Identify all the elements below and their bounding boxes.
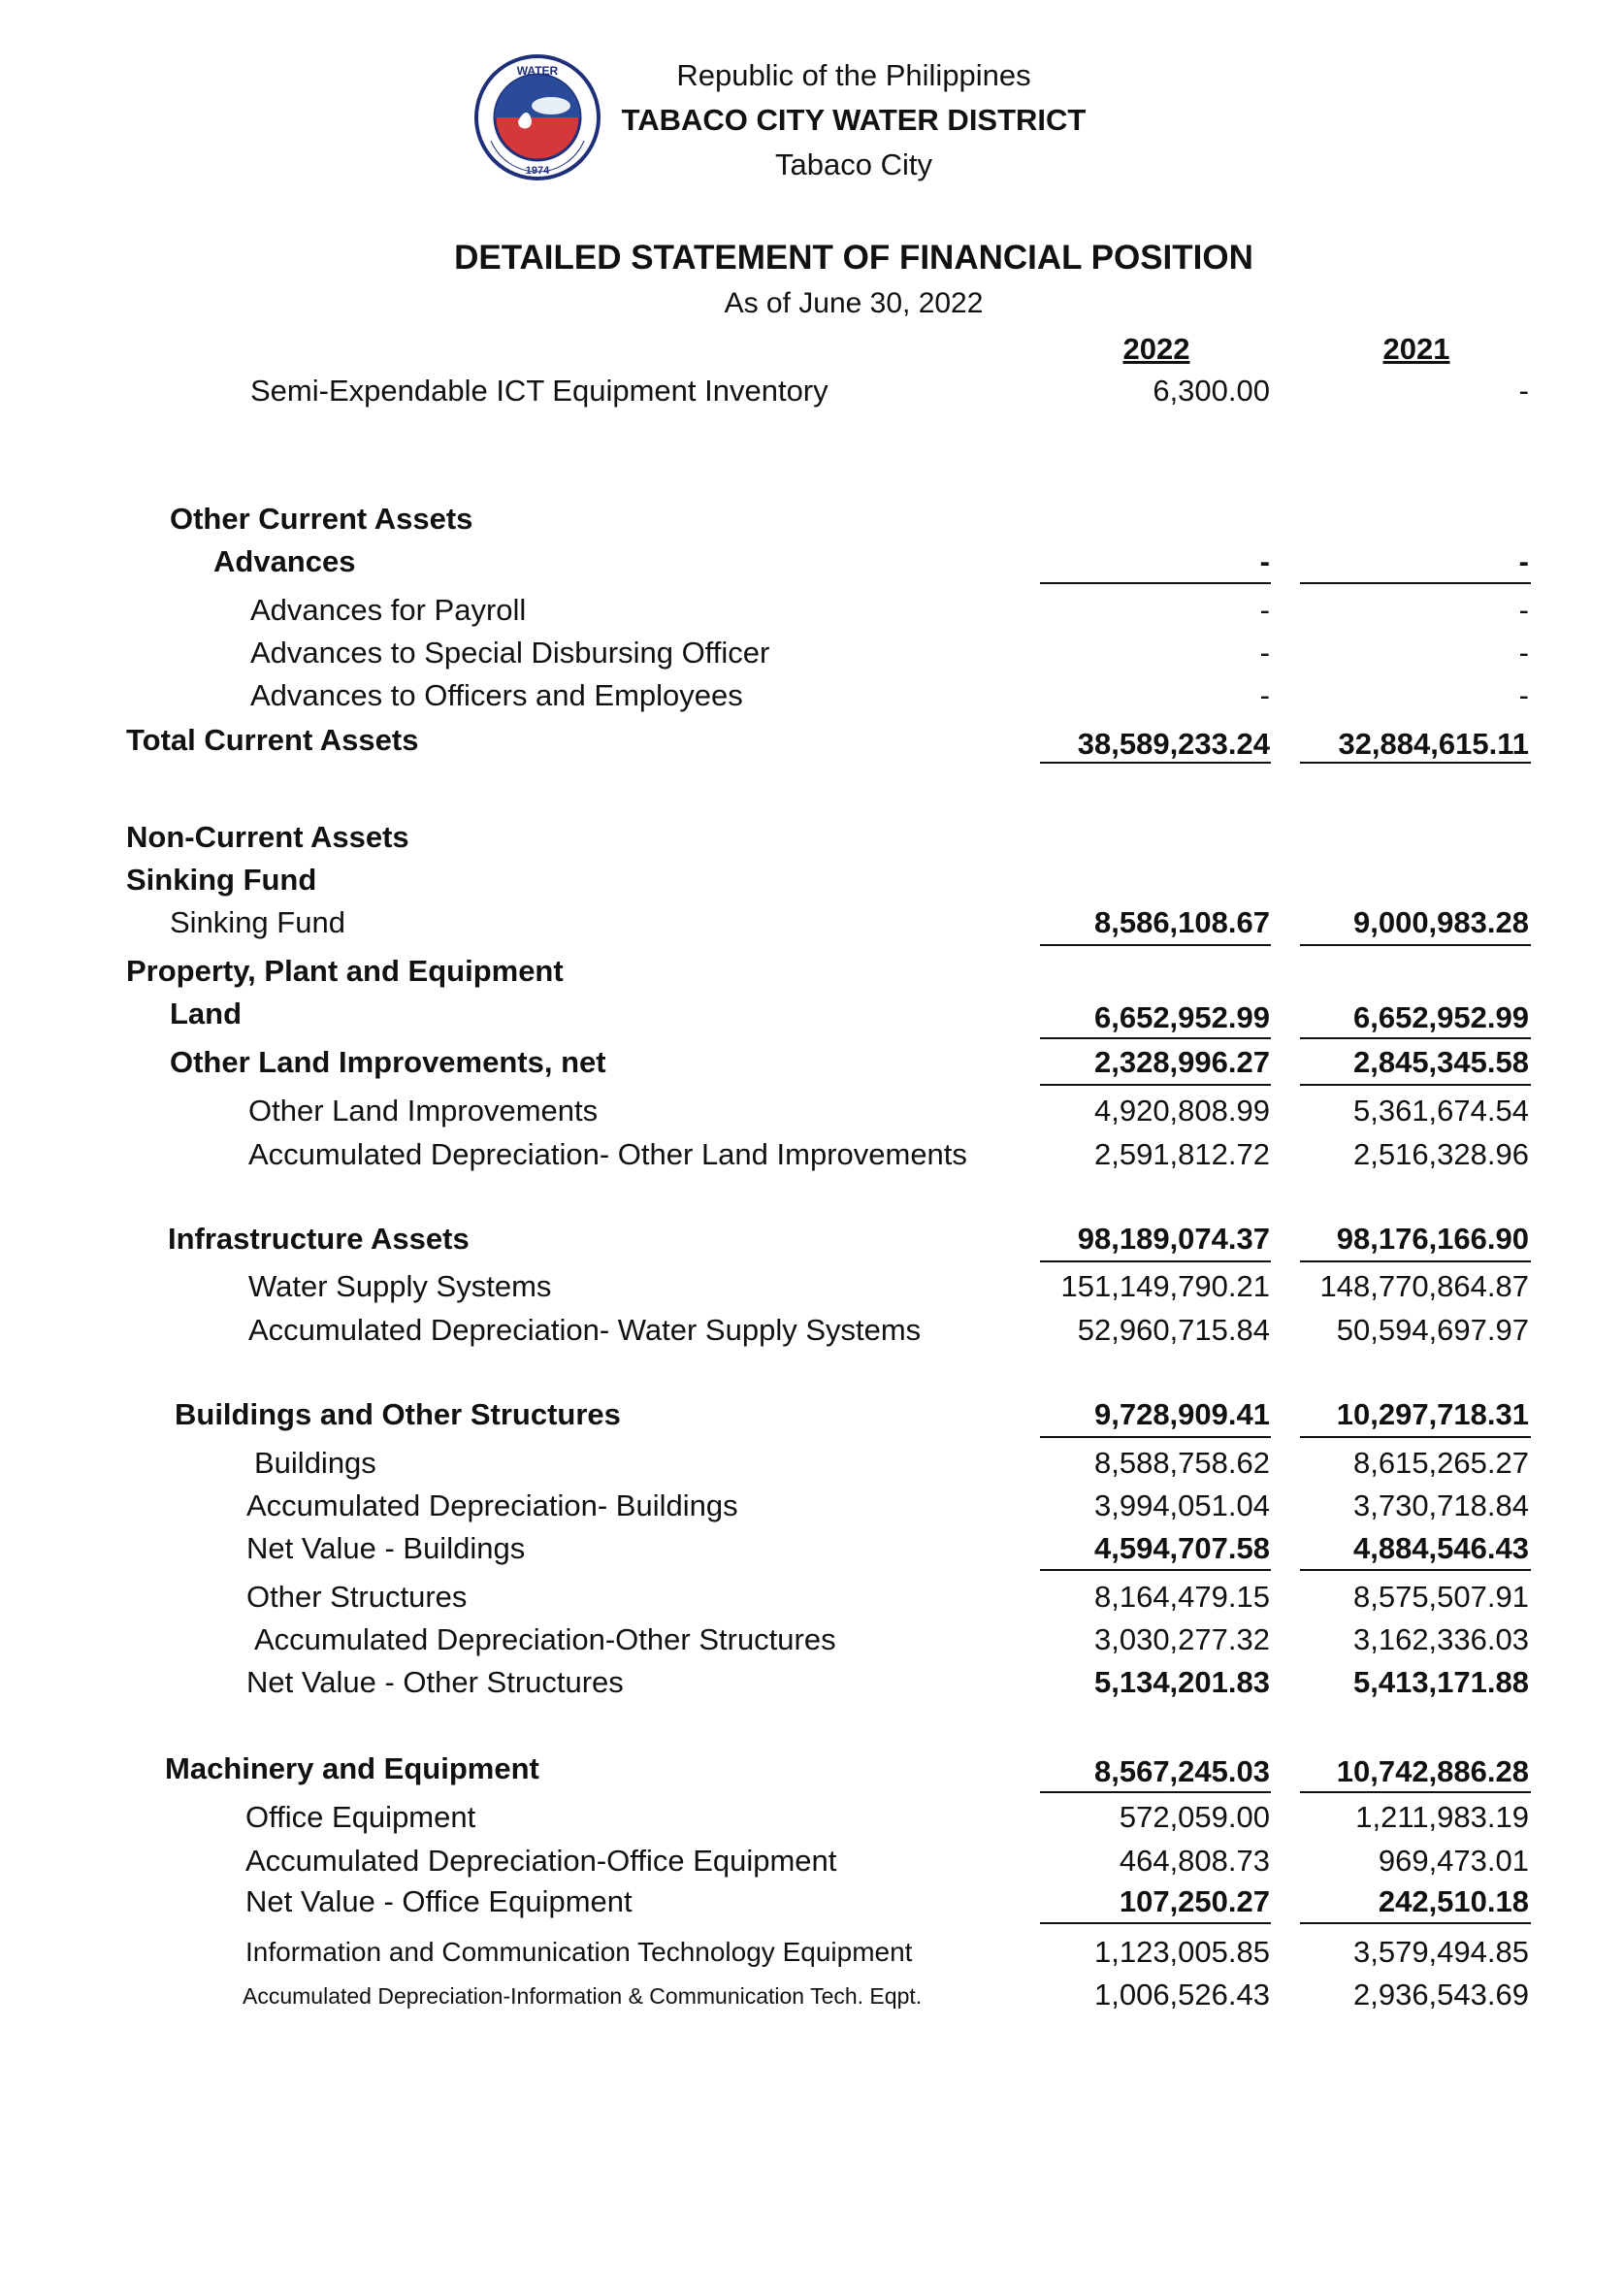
value-2022: 98,189,074.37 <box>1077 1222 1270 1256</box>
column-header-2022: 2022 <box>1122 332 1190 366</box>
table-row <box>0 1137 1624 1176</box>
underline <box>1040 1791 1271 1793</box>
row-label: Other Land Improvements <box>248 1094 599 1128</box>
value-2022: 572,059.00 <box>1119 1800 1270 1834</box>
value-2021: 8,575,507.91 <box>1352 1580 1529 1614</box>
table-row <box>0 820 1624 859</box>
value-2021: 6,652,952.99 <box>1352 1000 1529 1034</box>
table-row <box>0 1844 1624 1882</box>
value-2021: 10,297,718.31 <box>1336 1397 1529 1431</box>
value-2021: 9,000,983.28 <box>1352 905 1529 939</box>
value-2022: 8,567,245.03 <box>1093 1754 1270 1788</box>
underline <box>1040 1084 1271 1086</box>
underline <box>1300 1037 1531 1039</box>
value-2022: - <box>1259 544 1270 578</box>
value-2021: 2,936,543.69 <box>1352 1978 1529 2011</box>
row-label: Accumulated Depreciation-Information & Communication Tech. Eqpt. <box>243 1983 923 2009</box>
value-2021: 148,770,864.87 <box>1319 1269 1529 1303</box>
value-2022: 3,030,277.32 <box>1093 1622 1270 1656</box>
table-row <box>0 1580 1624 1619</box>
table-row <box>0 544 1624 583</box>
row-label: Accumulated Depreciation- Buildings <box>246 1488 738 1522</box>
row-label: Other Structures <box>246 1580 468 1614</box>
underline <box>1300 1436 1531 1438</box>
underline <box>1300 1084 1531 1086</box>
city-line: Tabaco City <box>775 147 932 181</box>
row-label: Accumulated Depreciation-Office Equipment <box>245 1844 837 1878</box>
table-row <box>0 1222 1624 1260</box>
value-2021: 2,516,328.96 <box>1352 1137 1529 1171</box>
row-label: Net Value - Buildings <box>246 1531 526 1565</box>
table-row <box>0 1800 1624 1839</box>
agency-name: TABACO CITY WATER DISTRICT <box>621 103 1087 137</box>
row-label: Advances to Officers and Employees <box>250 678 743 712</box>
underline <box>1300 1569 1531 1571</box>
table-row <box>0 593 1624 632</box>
table-row <box>0 1884 1624 1923</box>
table-row <box>0 997 1624 1035</box>
value-2021: 98,176,166.90 <box>1336 1222 1529 1256</box>
underline <box>1040 762 1271 764</box>
column-header-2021: 2021 <box>1382 332 1450 366</box>
table-row <box>0 374 1624 412</box>
table-row <box>0 1094 1624 1132</box>
value-2021: - <box>1518 593 1529 627</box>
table-row <box>0 636 1624 674</box>
row-label: Sinking Fund <box>170 905 345 939</box>
underline <box>1300 944 1531 946</box>
row-label: Accumulated Depreciation- Water Supply Systems <box>248 1313 922 1347</box>
value-2021: - <box>1518 544 1529 578</box>
section-label: Sinking Fund <box>126 863 317 897</box>
underline <box>1040 1569 1271 1571</box>
svg-text:1974: 1974 <box>525 165 550 177</box>
value-2022: 1,006,526.43 <box>1093 1978 1270 2011</box>
value-2021: 3,579,494.85 <box>1352 1935 1529 1969</box>
value-2022: 151,149,790.21 <box>1060 1269 1270 1303</box>
underline <box>1040 1260 1271 1262</box>
table-row <box>0 863 1624 901</box>
value-2021: 3,162,336.03 <box>1352 1622 1529 1656</box>
value-2021: 2,845,345.58 <box>1352 1045 1529 1079</box>
value-2021: 32,884,615.11 <box>1338 727 1529 761</box>
republic-line: Republic of the Philippines <box>676 58 1031 92</box>
value-2022: 8,588,758.62 <box>1093 1446 1270 1480</box>
table-row <box>0 1935 1624 1974</box>
section-label: Property, Plant and Equipment <box>126 954 564 988</box>
value-2022: 8,586,108.67 <box>1093 905 1270 939</box>
value-2021: 3,730,718.84 <box>1352 1488 1529 1522</box>
value-2022: 464,808.73 <box>1119 1844 1270 1878</box>
value-2022: 6,300.00 <box>1153 374 1270 408</box>
table-row <box>0 1978 1624 2016</box>
table-row <box>0 1751 1624 1790</box>
table-row <box>0 905 1624 944</box>
row-label: Semi-Expendable ICT Equipment Inventory <box>250 374 828 408</box>
row-label: Advances to Special Disbursing Officer <box>250 636 770 670</box>
table-row <box>0 1269 1624 1308</box>
value-2021: 242,510.18 <box>1378 1884 1529 1918</box>
value-2021: - <box>1518 678 1529 712</box>
table-row <box>0 723 1624 762</box>
value-2022: - <box>1259 678 1270 712</box>
table-row <box>0 1313 1624 1352</box>
underline <box>1040 944 1271 946</box>
value-2021: 5,413,171.88 <box>1352 1665 1529 1699</box>
row-label: Infrastructure Assets <box>168 1222 470 1256</box>
value-2022: 8,164,479.15 <box>1093 1580 1270 1614</box>
table-row <box>0 1045 1624 1084</box>
table-row <box>0 678 1624 717</box>
row-label: Machinery and Equipment <box>165 1751 539 1785</box>
table-row <box>0 954 1624 993</box>
row-label: Buildings <box>254 1446 376 1480</box>
value-2022: 2,328,996.27 <box>1093 1045 1270 1079</box>
table-row <box>0 1665 1624 1704</box>
value-2022: 9,728,909.41 <box>1093 1397 1270 1431</box>
row-label: Net Value - Other Structures <box>246 1665 624 1699</box>
row-label: Office Equipment <box>245 1800 476 1834</box>
value-2021: 10,742,886.28 <box>1336 1754 1529 1788</box>
table-row <box>0 1622 1624 1661</box>
value-2022: - <box>1259 593 1270 627</box>
value-2022: 38,589,233.24 <box>1077 727 1270 761</box>
value-2022: 107,250.27 <box>1119 1884 1270 1918</box>
value-2022: 2,591,812.72 <box>1093 1137 1270 1171</box>
value-2022: 1,123,005.85 <box>1093 1935 1270 1969</box>
value-2021: 4,884,546.43 <box>1352 1531 1529 1565</box>
underline <box>1300 1922 1531 1924</box>
row-label: Buildings and Other Structures <box>175 1397 621 1431</box>
value-2021: 8,615,265.27 <box>1352 1446 1529 1480</box>
row-label: Total Current Assets <box>126 723 419 757</box>
value-2022: 5,134,201.83 <box>1093 1665 1270 1699</box>
value-2022: 3,994,051.04 <box>1093 1488 1270 1522</box>
value-2022: 52,960,715.84 <box>1077 1313 1270 1347</box>
value-2021: - <box>1518 636 1529 670</box>
underline <box>1300 1791 1531 1793</box>
value-2022: - <box>1259 636 1270 670</box>
table-row <box>0 1488 1624 1527</box>
table-row <box>0 1531 1624 1570</box>
row-label: Advances <box>213 544 356 578</box>
statement-title: DETAILED STATEMENT OF FINANCIAL POSITION <box>454 239 1253 277</box>
row-label: Information and Communication Technology Equipment <box>245 1937 913 1967</box>
underline <box>1300 582 1531 584</box>
statement-date: As of June 30, 2022 <box>724 287 984 319</box>
svg-text:WATER: WATER <box>516 64 559 78</box>
section-label: Other Current Assets <box>170 502 473 536</box>
value-2022: 4,920,808.99 <box>1093 1094 1270 1128</box>
underline <box>1300 762 1531 764</box>
underline <box>1040 1037 1271 1039</box>
row-label: Accumulated Depreciation-Other Structures <box>254 1622 836 1656</box>
value-2022: 4,594,707.58 <box>1093 1531 1270 1565</box>
underline <box>1300 1260 1531 1262</box>
value-2021: 5,361,674.54 <box>1352 1094 1529 1128</box>
underline <box>1040 1436 1271 1438</box>
underline <box>1040 582 1271 584</box>
row-label: Net Value - Office Equipment <box>245 1884 633 1918</box>
row-label: Advances for Payroll <box>250 593 527 627</box>
row-label: Land <box>170 997 243 1030</box>
value-2022: 6,652,952.99 <box>1093 1000 1270 1034</box>
row-label: Other Land Improvements, net <box>170 1045 606 1079</box>
row-label: Water Supply Systems <box>248 1269 552 1303</box>
value-2021: - <box>1518 374 1529 408</box>
table-row <box>0 1397 1624 1436</box>
value-2021: 969,473.01 <box>1378 1844 1529 1878</box>
row-label: Accumulated Depreciation- Other Land Improvements <box>248 1137 967 1171</box>
table-row <box>0 502 1624 540</box>
value-2021: 1,211,983.19 <box>1355 1800 1529 1834</box>
table-row <box>0 1446 1624 1485</box>
value-2021: 50,594,697.97 <box>1336 1313 1529 1347</box>
section-label: Non-Current Assets <box>126 820 409 854</box>
underline <box>1040 1922 1271 1924</box>
